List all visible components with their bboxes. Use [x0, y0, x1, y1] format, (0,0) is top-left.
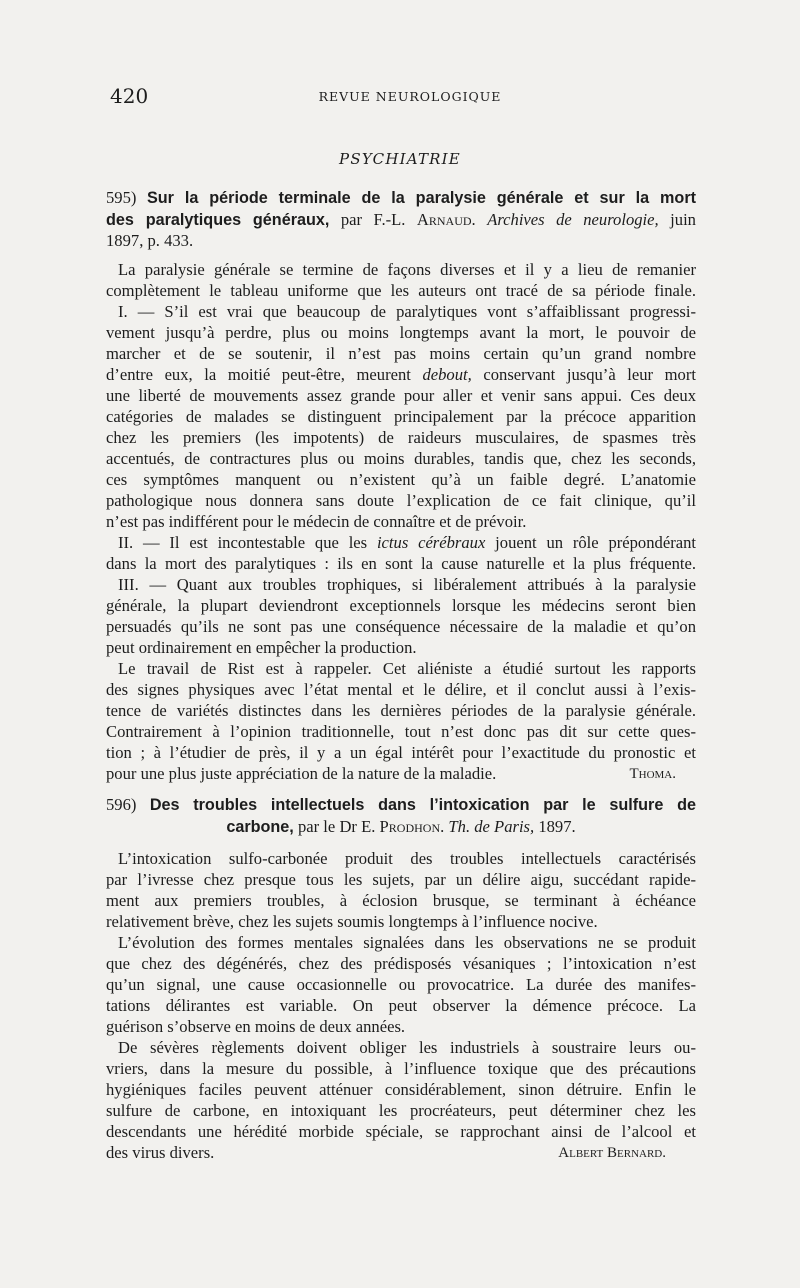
- author-name: E. Prodhon.: [361, 817, 445, 836]
- article-595-heading: [106, 188, 696, 208]
- text-span: des virus divers.: [106, 1143, 215, 1162]
- article-signature: Thoma.: [629, 766, 676, 782]
- paragraph-line: par l’ivresse chez presque tous les sujets, par un délire aigu, succédant rapide-: [106, 870, 696, 889]
- paragraph-line: tion ; à l’étudier de près, il y a un égal intérêt pour l’exactitude du pronostic et: [106, 743, 696, 762]
- paragraph-line: générale, la plupart deviendront exceptionnels lorsque les médecins seront bien: [106, 596, 696, 615]
- article-title: carbone,: [226, 818, 294, 836]
- article-number: 595): [106, 188, 137, 207]
- text-span: d’entre eux, la moitié peut-être, meurent: [106, 365, 411, 384]
- paragraph-line-mixed: [118, 533, 696, 553]
- paragraph-line: relativement brève, chez les sujets soumis longtemps à l’influence nocive.: [106, 912, 598, 931]
- article-595-heading-2: [106, 210, 696, 230]
- running-head: [110, 84, 710, 114]
- paragraph-line-signed: [106, 764, 696, 784]
- italic-text: debout,: [422, 365, 472, 384]
- article-signature: Albert Bernard.: [558, 1145, 666, 1161]
- paragraph-line: catégories de malades se distinguent principalement par la précoce apparition: [106, 407, 696, 426]
- paragraph-line: tence de variétés distinctes dans les dernières périodes de la paralysie générale.: [106, 701, 696, 720]
- paragraph-line: I. — S’il est vrai que beaucoup de paralytiques vont s’affaiblissant progressi-: [118, 302, 696, 321]
- paragraph-line: marcher et de se soutenir, il n’est pas moins certain qu’un grand nombre: [106, 344, 696, 363]
- paragraph-line: chez les premiers (les impotents) de raideurs musculaires, de spasmes très: [106, 428, 696, 447]
- paragraph-line: peut ordinairement en empêcher la production.: [106, 638, 417, 657]
- paragraph-line: des signes physiques avec l’état mental et le délire, et il conclut aussi à l’exis-: [106, 680, 696, 699]
- paragraph-line: ces symptômes manquent ou n’existent qu’à un faible degré. L’anatomie: [106, 470, 696, 489]
- byline: par le: [297, 817, 336, 836]
- paragraph-line: vement jusqu’à perdre, plus ou moins longtemps avant la mort, le pouvoir de: [106, 323, 696, 342]
- article-title: Sur la période terminale de la paralysie générale et sur la mort: [146, 189, 696, 207]
- journal-name: Archives de neurologie,: [487, 210, 659, 229]
- author-name: Arnaud.: [416, 210, 476, 229]
- paragraph-line: qu’un signal, une cause occasionnelle ou provocatrice. La durée des manifes-: [106, 975, 696, 994]
- doctor-title: Dr: [339, 817, 357, 836]
- italic-text: ictus cérébraux: [376, 533, 486, 552]
- article-title: Des troubles intellectuels dans l’intoxication par le sulfure de: [149, 796, 696, 814]
- paragraph-line-mixed: [106, 365, 696, 385]
- text-span: conservant jusqu’à leur mort: [483, 365, 696, 384]
- paragraph-line: La paralysie générale se termine de façons diverses et il y a lieu de remanier: [118, 260, 696, 279]
- paragraph-line: pathologique nous donnera sans doute l’explication de ce fait clinique, qu’il: [106, 491, 696, 510]
- section-title: PSYCHIATRIE: [339, 150, 461, 168]
- article-number: 596): [106, 795, 137, 814]
- paragraph-line: tations délirantes est variable. On peut observer la démence précoce. La: [106, 996, 696, 1015]
- paragraph-line: Contrairement à l’opinion traditionnelle, tout n’est donc pas dit sur cette ques-: [106, 722, 696, 741]
- paragraph-line: L’intoxication sulfo-carbonée produit des troubles intellectuels caractérisés: [118, 849, 696, 868]
- paragraph-line: sulfure de carbone, en intoxiquant les procréateurs, peut déterminer chez les: [106, 1101, 696, 1120]
- journal-name: Th. de Paris,: [448, 817, 535, 836]
- paragraph-line: ment aux premiers troubles, à éclosion brusque, se terminant à échéance: [106, 891, 696, 910]
- paragraph-line: accentués, de contractures plus ou moins durables, tandis que, chez les seconds,: [106, 449, 696, 468]
- byline: par F.-L.: [340, 210, 406, 229]
- paragraph-line: vriers, dans la mesure du possible, à l’influence toxique que des précautions: [106, 1059, 696, 1078]
- reference-line: 1897, p. 433.: [106, 231, 194, 250]
- paragraph-line: complètement le tableau uniforme que les auteurs ont tracé de sa période finale.: [106, 281, 696, 300]
- paragraph-line: hygiéniques faciles peuvent atténuer considérablement, sinon détruire. Enfin le: [106, 1080, 696, 1099]
- journal-title: REVUE NEUROLOGIQUE: [318, 89, 502, 104]
- text-span: jouent un rôle prépondérant: [495, 533, 696, 552]
- paragraph-line: une liberté de mouvements assez grande pour aller et venir sans appui. Ces deux: [106, 386, 696, 405]
- publication-year: 1897.: [538, 817, 576, 836]
- paragraph-line-signed: [106, 1143, 696, 1163]
- paragraph-line: De sévères règlements doivent obliger les industriels à soustraire leurs ou-: [118, 1038, 696, 1057]
- article-title: des paralytiques généraux,: [106, 211, 330, 229]
- paragraph-line: n’est pas indifférent pour le médecin de connaître et de prévoir.: [106, 512, 527, 531]
- paragraph-line: guérison s’observe en moins de deux années.: [106, 1017, 406, 1036]
- paragraph-line: dans la mort des paralytiques : ils en sont la cause naturelle et la plus fréquente.: [106, 554, 696, 573]
- article-596-heading-2: [106, 817, 696, 837]
- text-span: II. — Il est incontestable que les: [118, 533, 368, 552]
- paragraph-line: descendants une hérédité morbide spéciale, se rapprochant ainsi de l’alcool et: [106, 1122, 696, 1141]
- paragraph-line: Le travail de Rist est à rappeler. Cet aliéniste a étudié surtout les rapports: [118, 659, 696, 678]
- article-596-heading: [106, 795, 696, 815]
- page-number: 420: [110, 84, 149, 108]
- paragraph-line: que chez des dégénérés, chez des prédisposés vésaniques ; l’intoxication n’est: [106, 954, 696, 973]
- paragraph-line: III. — Quant aux troubles trophiques, si libéralement attribués à la paralysie: [118, 575, 696, 594]
- paragraph-line: persuadés qu’ils ne sont pas une conséquence nécessaire de la maladie et qu’on: [106, 617, 696, 636]
- text-span: pour une plus juste appréciation de la nature de la maladie.: [106, 764, 497, 783]
- publication-date: juin: [670, 210, 696, 229]
- paragraph-line: L’évolution des formes mentales signalées dans les observations ne se produit: [118, 933, 696, 952]
